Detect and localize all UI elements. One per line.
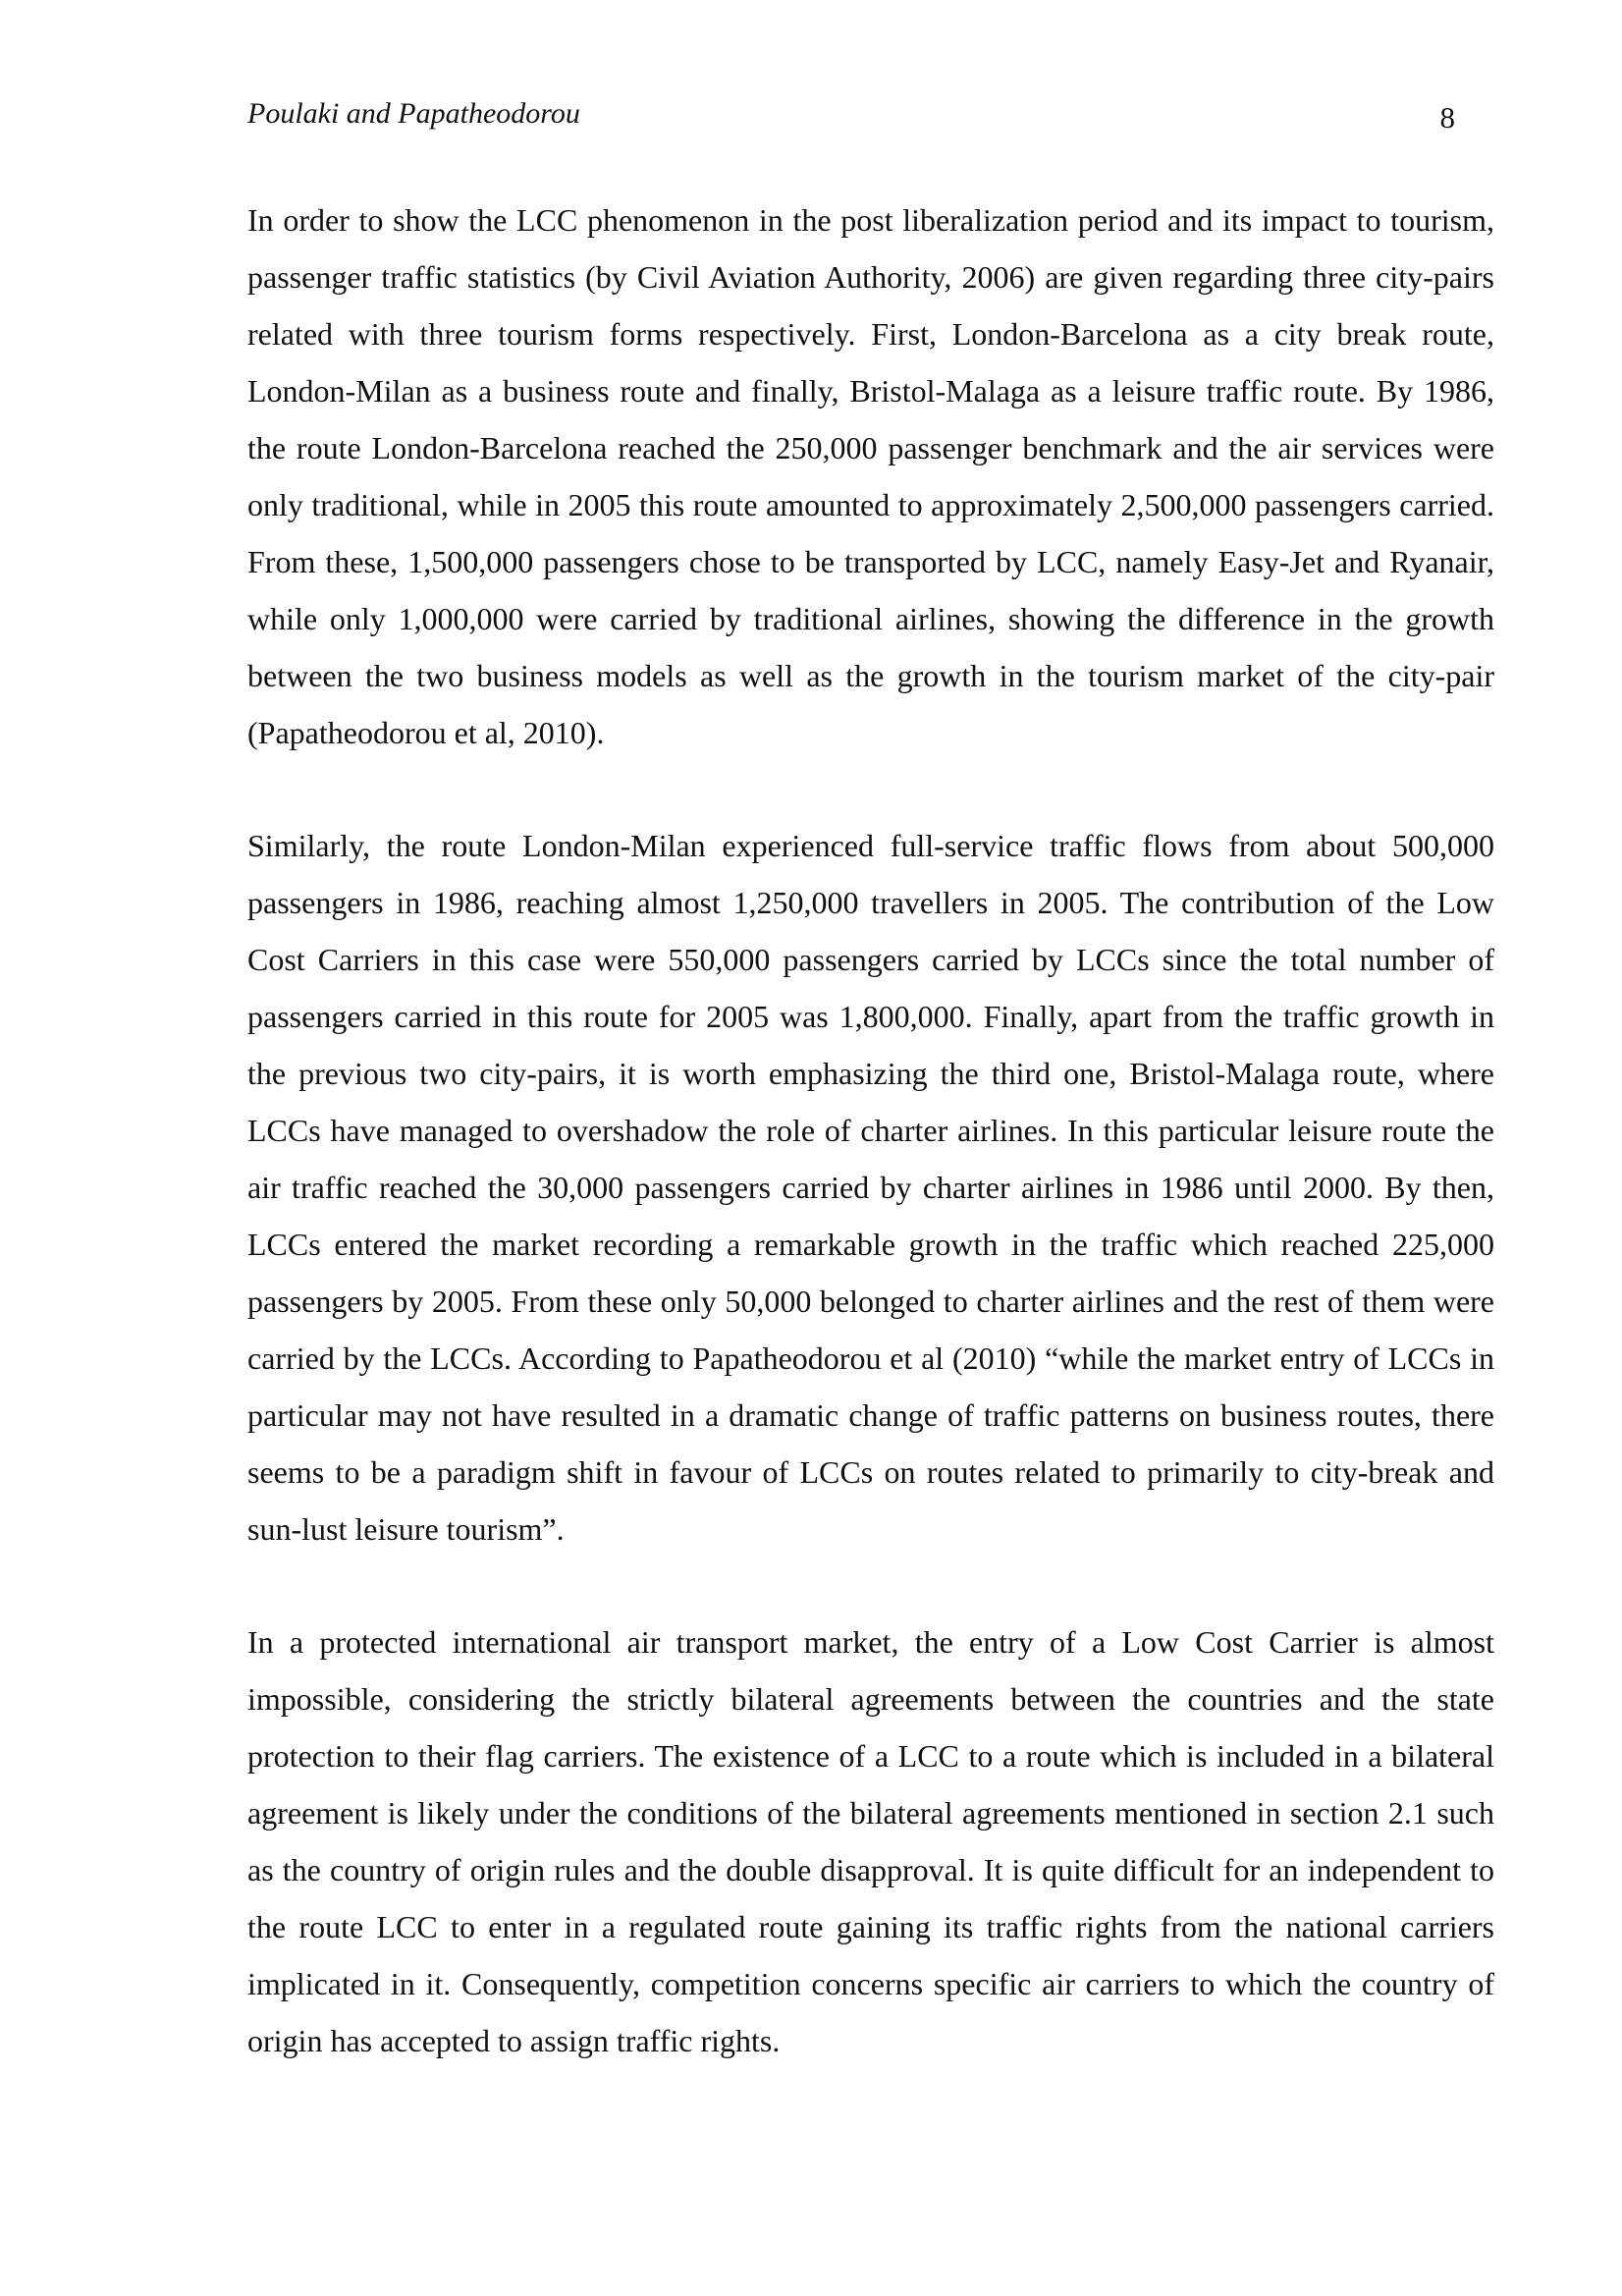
running-author-names: Poulaki and Papatheodorou <box>247 97 580 130</box>
body-text <box>247 191 1494 2125</box>
running-header <box>247 94 1494 134</box>
page-number: 8 <box>1439 100 1455 135</box>
paragraph-lcc-route-statistics: In order to show the LCC phenomenon in the post liberalization period and its impact to tourism, passenger traffic statistics (by Civil Aviation Authority, 2006) are given regarding three city-pairs related with three tourism forms respectively. First, London-Barcelona as a city break route, London-Milan as a business route and finally, Bristol-Malaga as a leisure traffic route. By 1986, the route London-Barcelona reached the 250,000 passenger benchmark and the air services were only traditional, while in 2005 this route amounted to approximately 2,500,000 passengers carried. From these, 1,500,000 passengers chose to be transported by LCC, namely Easy-Jet and Ryanair, while only 1,000,000 were carried by traditional airlines, showing the difference in the growth between the two business models as well as the growth in the tourism market of the city-pair (Papatheodorou et al, 2010). <box>247 202 1494 750</box>
paragraph-london-milan-bristol-malaga: Similarly, the route London-Milan experienced full-service traffic flows from about 500,000 passengers in 1986, reaching almost 1,250,000 travellers in 2005. The contribution of the Low Cost Carriers in this case were 550,000 passengers carried by LCCs since the total number of passengers carried in this route for 2005 was 1,800,000. Finally, apart from the traffic growth in the previous two city-pairs, it is worth emphasizing the third one, Bristol-Malaga route, where LCCs have managed to overshadow the role of charter airlines. In this particular leisure route the air traffic reached the 30,000 passengers carried by charter airlines in 1986 until 2000. By then, LCCs entered the market recording a remarkable growth in the traffic which reached 225,000 passengers by 2005. From these only 50,000 belonged to charter airlines and the rest of them were carried by the LCCs. According to Papatheodorou et al (2010) “while the market entry of LCCs in particular may not have resulted in a dramatic change of traffic patterns on business routes, there seems to be a paradigm shift in favour of LCCs on routes related to primarily to city-break and sun-lust leisure tourism”. <box>247 828 1494 1547</box>
paragraph-protected-market: In a protected international air transport market, the entry of a Low Cost Carrier is almost impossible, considering the strictly bilateral agreements between the countries and the state protection to their flag carriers. The existence of a LCC to a route which is included in a bilateral agreement is likely under the conditions of the bilateral agreements mentioned in section 2.1 such as the country of origin rules and the double disapproval. It is quite difficult for an independent to the route LCC to enter in a regulated route gaining its traffic rights from the national carriers implicated in it. Consequently, competition concerns specific air carriers to which the country of origin has accepted to assign traffic rights. <box>247 1624 1494 2058</box>
